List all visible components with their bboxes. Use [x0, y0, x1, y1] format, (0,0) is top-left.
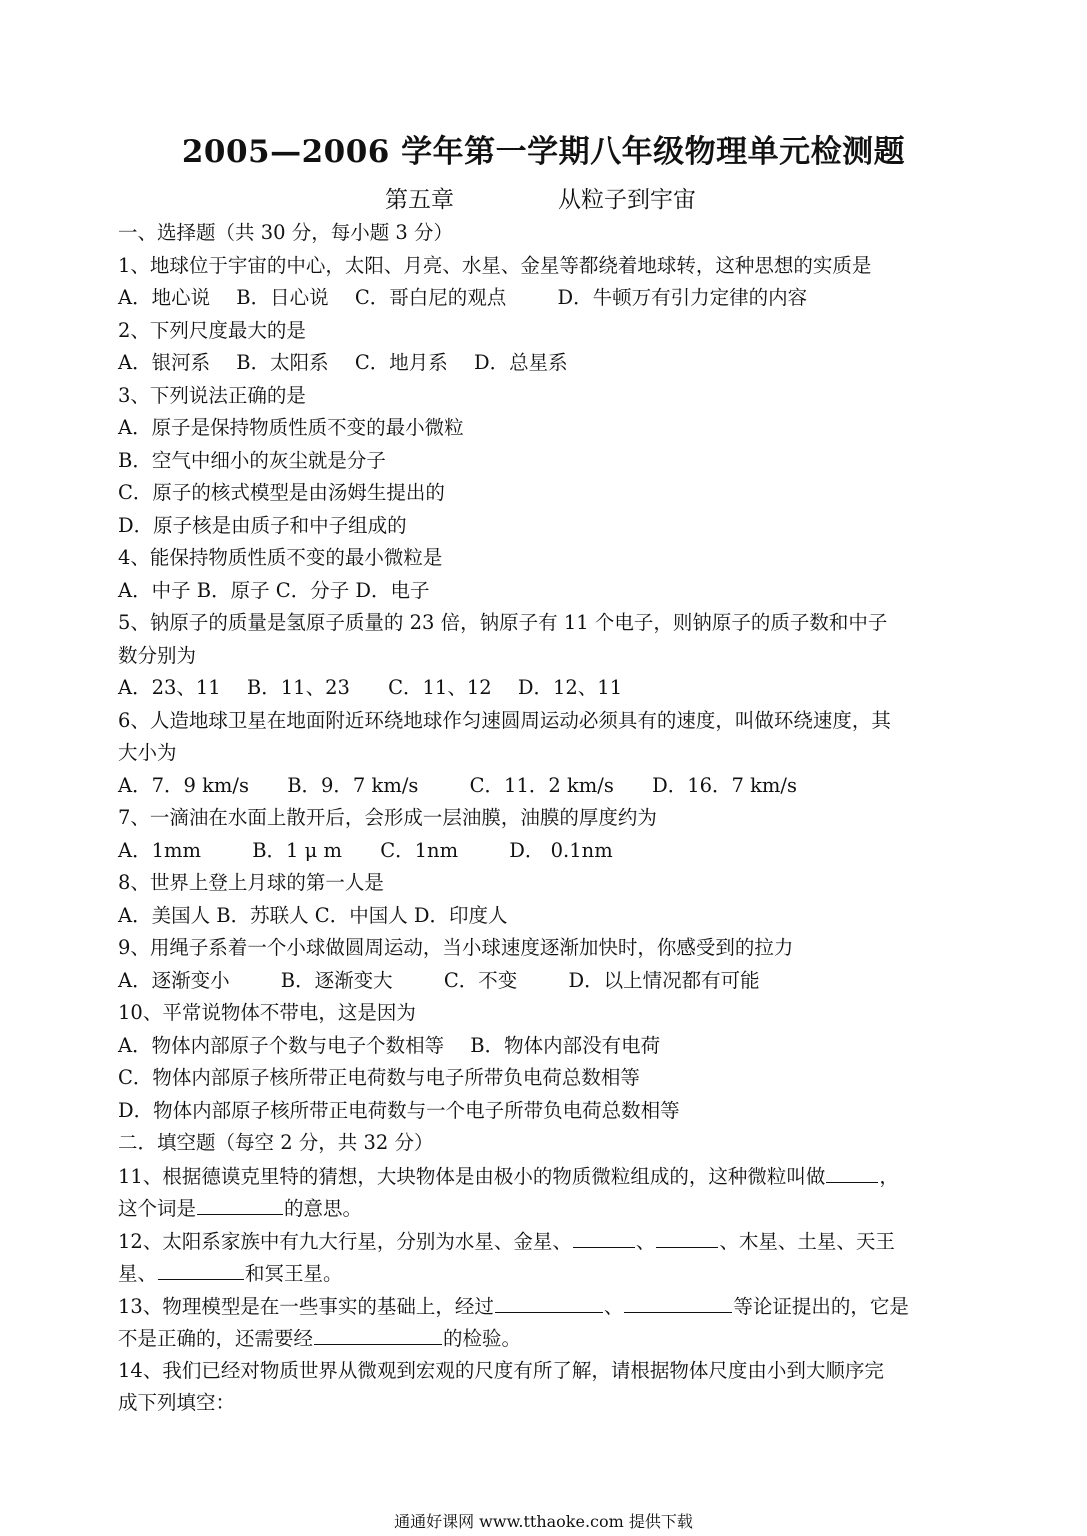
question-3-option-a: A．原子是保持物质性质不变的最小微粒	[118, 416, 464, 439]
option-c: C．1nm	[380, 838, 459, 862]
answer-blank[interactable]	[826, 1160, 878, 1183]
question-10-option-d: D．物体内部原子核所带正电荷数与一个电子所带负电荷总数相等	[118, 1098, 680, 1122]
option-a: A．地心说	[118, 286, 211, 309]
question-6-stem-line2: 大小为	[118, 741, 177, 764]
option-d: D．16．7 km/s	[652, 773, 797, 797]
question-13-line1: 13、物理模型是在一些事实的基础上，经过 、 等论证提出的，它是	[118, 1290, 978, 1323]
question-5-stem-line2: 数分别为	[118, 643, 197, 667]
page-title: 2005—2006 学年第一学期八年级物理单元检测题	[181, 134, 906, 170]
question-14-line1: 14、我们已经对物质世界从微观到宏观的尺度有所了解，请根据物体尺度由小到大顺序完	[118, 1358, 884, 1382]
chapter-number: 第五章	[385, 187, 454, 213]
question-4-stem: 4、能保持物质性质不变的最小微粒是	[118, 546, 443, 569]
section-heading-choice: 一、选择题（共 30 分，每小题 3 分）	[118, 221, 454, 244]
option-b: B．逐渐变大	[280, 968, 393, 992]
question-2-options	[118, 347, 978, 380]
question-6-options	[118, 770, 978, 803]
option-d: D．总星系	[473, 351, 568, 374]
option-d: D． 0.1nm	[509, 838, 613, 862]
question-5-stem-line1: 5、钠原子的质量是氢原子质量的 23 倍，钠原子有 11 个电子，则钠原子的质子数和中子	[118, 611, 888, 634]
section-heading-fill: 二．填空题（每空 2 分，共 32 分）	[118, 1131, 434, 1154]
option-a: A．银河系	[118, 351, 211, 374]
answer-blank[interactable]	[495, 1290, 603, 1313]
option-a: A．物体内部原子个数与电子个数相等	[118, 1033, 445, 1057]
question-7-options	[118, 835, 978, 868]
answer-blank[interactable]	[197, 1192, 283, 1215]
question-14-line2: 成下列填空：	[118, 1391, 236, 1414]
answer-blank[interactable]	[158, 1257, 244, 1280]
option-c: C．不变	[443, 968, 518, 992]
option-d: D．12、11	[517, 676, 623, 699]
option-b: B．9．7 km/s	[287, 773, 419, 797]
option-b: B．物体内部没有电荷	[470, 1033, 661, 1057]
option-a: A．1mm	[118, 838, 201, 862]
question-7-stem: 7、一滴油在水面上散开后，会形成一层油膜，油膜的厚度约为	[118, 806, 657, 829]
option-d: D．以上情况都有可能	[568, 968, 760, 992]
answer-blank[interactable]	[573, 1225, 635, 1248]
option-c: C．11．2 km/s	[469, 773, 614, 797]
question-1-stem: 1、地球位于宇宙的中心，太阳、月亮、水星、金星等都绕着地球转，这种思想的实质是	[118, 253, 872, 277]
option-b: B．1 μ m	[252, 838, 342, 862]
question-3-stem: 3、下列说法正确的是	[118, 383, 306, 407]
question-2-stem: 2、下列尺度最大的是	[118, 318, 306, 342]
question-1-options	[118, 282, 978, 315]
question-8-options: A．美国人 B．苏联人 C．中国人 D．印度人	[118, 903, 508, 927]
option-c: C．地月系	[354, 351, 448, 374]
question-12-line1: 12、太阳系家族中有九大行星，分别为水星、金星、 、 、木星、土星、天王	[118, 1225, 978, 1258]
question-10-options-ab	[118, 1030, 978, 1063]
option-d: D．牛顿万有引力定律的内容	[557, 286, 808, 309]
answer-blank[interactable]	[656, 1225, 718, 1248]
question-12-line2: 星、 和冥王星。	[118, 1257, 978, 1290]
footer-credit: 通通好课网 www.tthaoke.com 提供下载	[394, 1512, 693, 1531]
question-9-options	[118, 965, 978, 998]
question-4-options: A．中子 B．原子 C．分子 D．电子	[118, 578, 430, 602]
option-b: B．11、23	[246, 676, 350, 699]
option-b: B．日心说	[236, 286, 329, 309]
option-c: C．11、12	[388, 676, 492, 699]
option-b: B．太阳系	[236, 351, 329, 374]
exam-body	[118, 217, 978, 1420]
question-10-option-c: C．物体内部原子核所带正电荷数与电子所带负电荷总数相等	[118, 1066, 640, 1089]
option-a: A．逐渐变小	[118, 968, 230, 992]
question-11-line1: 11、根据德谟克里特的猜想，大块物体是由极小的物质微粒组成的，这种微粒叫做 ，	[118, 1160, 978, 1193]
answer-blank[interactable]	[624, 1290, 732, 1313]
question-3-option-d: D．原子核是由质子和中子组成的	[118, 513, 407, 537]
option-a: A．23、11	[118, 676, 221, 699]
question-8-stem: 8、世界上登上月球的第一人是	[118, 871, 384, 894]
question-11-line2: 这个词是 的意思。	[118, 1192, 978, 1225]
option-a: A．7．9 km/s	[118, 773, 249, 797]
question-9-stem: 9、用绳子系着一个小球做圆周运动，当小球速度逐渐加快时，你感受到的拉力	[118, 936, 794, 959]
question-13-line2: 不是正确的，还需要经 的检验。	[118, 1322, 978, 1355]
question-10-stem: 10、平常说物体不带电，这是因为	[118, 1001, 416, 1024]
question-3-option-b: B．空气中细小的灰尘就是分子	[118, 448, 386, 472]
question-3-option-c: C．原子的核式模型是由汤姆生提出的	[118, 481, 445, 504]
chapter-name: 从粒子到宇宙	[558, 187, 696, 213]
question-6-stem-line1: 6、人造地球卫星在地面附近环绕地球作匀速圆周运动必须具有的速度，叫做环绕速度，其	[118, 708, 891, 732]
question-5-options	[118, 672, 978, 705]
option-c: C．哥白尼的观点	[354, 286, 507, 309]
answer-blank[interactable]	[314, 1322, 442, 1345]
